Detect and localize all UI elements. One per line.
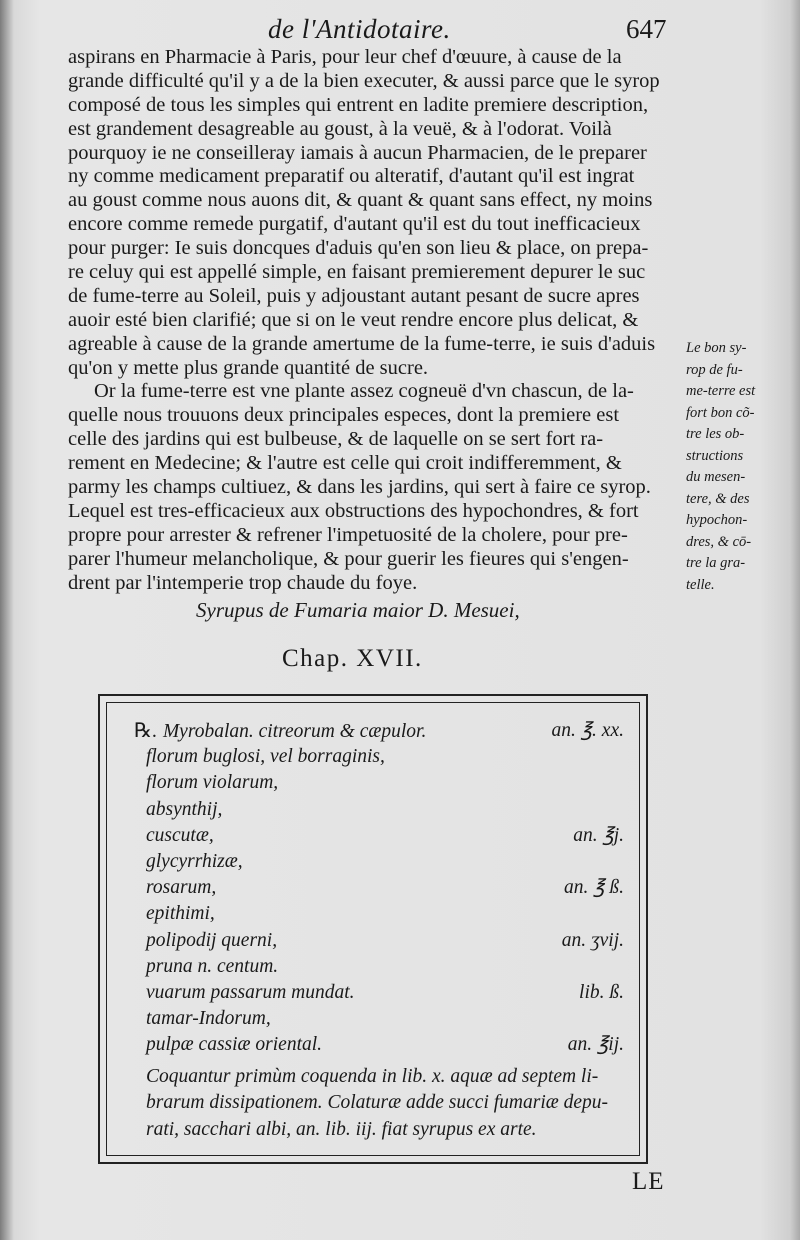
body-line: quelle nous trouuons deux principales especes, dont la premiere est [68, 404, 620, 427]
ingredient-row [134, 744, 634, 770]
recipe-instructions [146, 1064, 626, 1143]
ingredient-list [134, 718, 634, 1058]
body-line: grande difficulté qu'il y a de la bien executer, & aussi parce que le syrop [68, 69, 660, 92]
ingredient-name [134, 718, 426, 745]
ingredient-row [134, 718, 634, 744]
ingredient-name: cuscutæ, [146, 824, 214, 846]
body-line: parer l'humeur melancholique, & pour guerir les fieures qui s'engen- [68, 547, 629, 570]
ingredient-row [134, 980, 634, 1006]
catchword: LE [632, 1168, 665, 1195]
ingredient-row [134, 849, 634, 875]
instruction-line: Coquantur primùm coquenda in lib. x. aquæ ad septem li- [146, 1066, 599, 1087]
ingredient-quantity: an. ℥j. [573, 824, 624, 846]
margin-note-line: hypochon- [686, 512, 748, 528]
ingredient-quantity: an. ʒvij. [561, 929, 624, 951]
ingredient-row [134, 1006, 634, 1032]
margin-note-line: tre la gra- [686, 555, 746, 571]
margin-note-line: telle. [686, 576, 715, 593]
body-line: au goust comme nous auons dit, & quant & quant sans effect, ny moins [68, 189, 653, 212]
ingredient-row [134, 954, 634, 980]
ingredient-name: pulpæ cassiæ oriental. [146, 1034, 323, 1056]
ingredient-row [134, 770, 634, 796]
margin-note-line: dres, & cō- [686, 533, 752, 550]
page-header [0, 10, 800, 44]
ingredient-row [134, 928, 634, 954]
ingredient-quantity: an. ℥ij. [567, 1034, 624, 1056]
body-line: Lequel est tres-efficacieux aux obstructions des hypochondres, & fort [68, 499, 639, 522]
margin-note-line: me-terre est [686, 383, 756, 399]
body-line: celle des jardins qui est bulbeuse, & de laquelle on se sert fort ra- [68, 428, 604, 451]
ingredient-name: florum buglosi, vel borraginis, [146, 746, 385, 768]
ingredient-name: polipodij querni, [146, 929, 278, 951]
body-line: rement en Medecine; & l'autre est celle qui croit indifferemment, & [68, 452, 622, 475]
margin-note-line: fort bon cõ- [686, 404, 755, 421]
ingredient-row [134, 823, 634, 849]
ingredient-name: glycyrrhizæ, [146, 850, 243, 872]
ingredient-name-text: Myrobalan. citreorum & cæpulor. [162, 721, 427, 742]
margin-note-line: du mesen- [686, 469, 746, 485]
ingredient-row [134, 797, 634, 823]
ingredient-name: epithimi, [146, 903, 215, 925]
ingredient-name: tamar-Indorum, [146, 1008, 271, 1030]
page-number: 647 [626, 14, 667, 44]
margin-note [686, 338, 782, 596]
ingredient-name: florum violarum, [146, 772, 279, 794]
body-line: ny comme medicament preparatif ou alteratif, d'autant qu'il est ingrat [68, 165, 635, 188]
ingredient-quantity: lib. ß. [579, 981, 624, 1003]
body-line: qu'on y mette plus grande quantité de sucre. [68, 356, 429, 379]
ingredient-quantity: an. ℥. xx. [551, 720, 624, 741]
margin-note-line: rop de fu- [686, 361, 743, 378]
ingredient-row [134, 875, 634, 901]
recipe-symbol: ℞. [134, 720, 157, 742]
body-line: de fume-terre au Soleil, puis y adjoustant autant pesant de sucre apres [68, 284, 640, 307]
running-title: de l'Antidotaire. [268, 14, 451, 44]
margin-note-line: structions [686, 447, 744, 464]
chapter-label: Chap. [282, 645, 349, 672]
ingredient-quantity: an. ℥ ß. [563, 877, 624, 899]
body-line: re celuy qui est appellé simple, en faisant premierement depurer le suc [68, 261, 646, 284]
margin-note-line: Le bon sy- [686, 340, 747, 356]
body-line: auoir esté bien clarifié; que si on le veut rendre encore plus delicat, & [68, 308, 639, 331]
ingredient-row [134, 1032, 634, 1058]
body-line: aspirans en Pharmacie à Paris, pour leur chef d'œuure, à cause de la [68, 46, 622, 68]
body-line: encore comme remede purgatif, d'autant qu'il est du tout inefficacieux [68, 213, 641, 236]
body-line: pourquoy ie ne conseilleray iamais à aucun Pharmacien, de le preparer [68, 141, 647, 164]
ingredient-name: pruna n. centum. [146, 955, 279, 977]
ingredient-name: absynthij, [146, 798, 223, 820]
instruction-line: rati, sacchari albi, an. lib. iij. fiat syrupus ex arte. [146, 1118, 537, 1140]
body-line: propre pour arrester & refrener l'impetuosité de la cholere, pour pre- [68, 523, 628, 546]
ingredient-name: vuarum passarum mundat. [146, 981, 355, 1003]
ingredient-name: rosarum, [146, 877, 217, 899]
body-line: pour purger: Ie suis doncques d'aduis qu'en son lieu & place, on prepa- [68, 237, 649, 260]
chapter-number: XVII. [356, 645, 423, 672]
recipe-title: Syrupus de Fumaria maior D. Mesuei, [196, 598, 520, 622]
margin-note-line: tere, & des [686, 490, 750, 507]
body-line: drent par l'intemperie trop chaude du foye. [68, 571, 418, 594]
chapter-heading [282, 645, 423, 673]
body-line: parmy les champs cultiuez, & dans les jardins, qui sert à faire ce syrop. [68, 476, 651, 499]
instruction-line: brarum dissipationem. Colaturæ adde succi fumariæ depu- [146, 1092, 609, 1114]
body-line: Or la fume-terre est vne plante assez cogneuë d'vn chascun, de la- [94, 380, 634, 403]
body-text [68, 46, 680, 595]
margin-note-line: tre les ob- [686, 426, 745, 442]
body-line: composé de tous les simples qui entrent en ladite premiere description, [68, 93, 649, 116]
ingredient-row [134, 901, 634, 927]
body-line: agreable à cause de la grande amertume de la fume-terre, ie suis d'aduis [68, 332, 656, 355]
body-line: est grandement desagreable au goust, à la veuë, & à l'odorat. Voilà [68, 117, 612, 140]
